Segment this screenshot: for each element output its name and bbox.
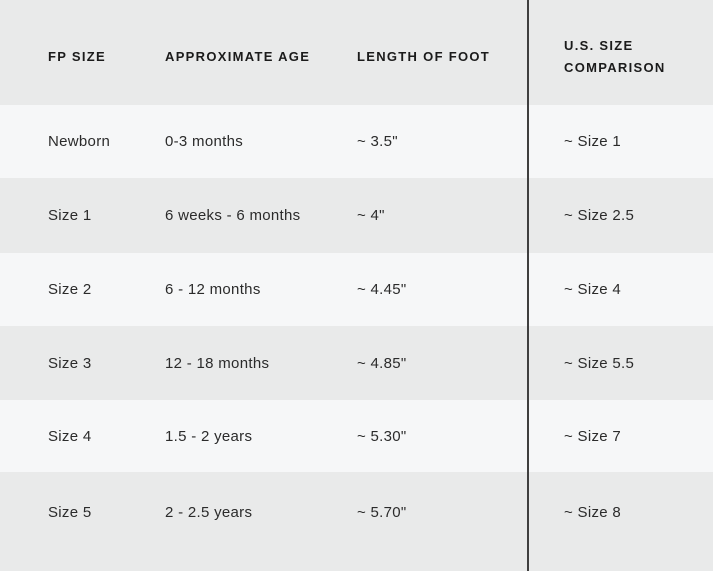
cell-fp-size: Size 5 <box>48 503 92 521</box>
column-header-us-size-comparison <box>527 35 713 79</box>
cell-length-of-foot: ~ 4" <box>357 207 385 224</box>
table-row <box>0 178 713 253</box>
table-row <box>0 105 713 178</box>
cell-approximate-age: 6 - 12 months <box>165 281 261 298</box>
cell-length-of-foot: ~ 5.30" <box>357 427 407 445</box>
cell-length-of-foot: ~ 4.45" <box>357 281 407 298</box>
cell-us-size-comparison: ~ Size 5.5 <box>564 354 635 372</box>
table-row <box>0 253 713 326</box>
column-header-approximate-age: APPROXIMATE AGE <box>165 49 311 64</box>
header-row <box>0 0 713 105</box>
cell-us-size-comparison: ~ Size 8 <box>564 503 622 521</box>
cell-us-size-comparison: ~ Size 7 <box>564 427 622 445</box>
column-divider-line <box>527 0 529 571</box>
cell-length-of-foot: ~ 5.70" <box>357 503 407 521</box>
table-row <box>0 326 713 400</box>
cell-approximate-age: 12 - 18 months <box>165 354 270 372</box>
cell-fp-size: Size 1 <box>48 207 92 224</box>
table-row <box>0 472 713 571</box>
cell-length-of-foot: ~ 3.5" <box>357 133 398 150</box>
cell-us-size-comparison: ~ Size 2.5 <box>564 207 635 224</box>
table-row <box>0 400 713 472</box>
cell-fp-size: Size 4 <box>48 427 92 445</box>
cell-length-of-foot: ~ 4.85" <box>357 354 407 372</box>
column-header-us-size-comparison-label: U.S. SIZE COMPARISON <box>564 38 666 75</box>
cell-fp-size: Size 2 <box>48 281 92 298</box>
column-header-fp-size: FP SIZE <box>48 49 106 64</box>
cell-approximate-age: 6 weeks - 6 months <box>165 207 301 224</box>
column-header-length-of-foot: LENGTH OF FOOT <box>357 49 491 64</box>
cell-fp-size: Newborn <box>48 133 111 150</box>
cell-us-size-comparison: ~ Size 1 <box>564 133 622 150</box>
cell-approximate-age: 1.5 - 2 years <box>165 427 253 445</box>
cell-fp-size: Size 3 <box>48 354 92 372</box>
cell-approximate-age: 2 - 2.5 years <box>165 503 253 521</box>
cell-us-size-comparison: ~ Size 4 <box>564 281 622 298</box>
cell-approximate-age: 0-3 months <box>165 133 244 150</box>
